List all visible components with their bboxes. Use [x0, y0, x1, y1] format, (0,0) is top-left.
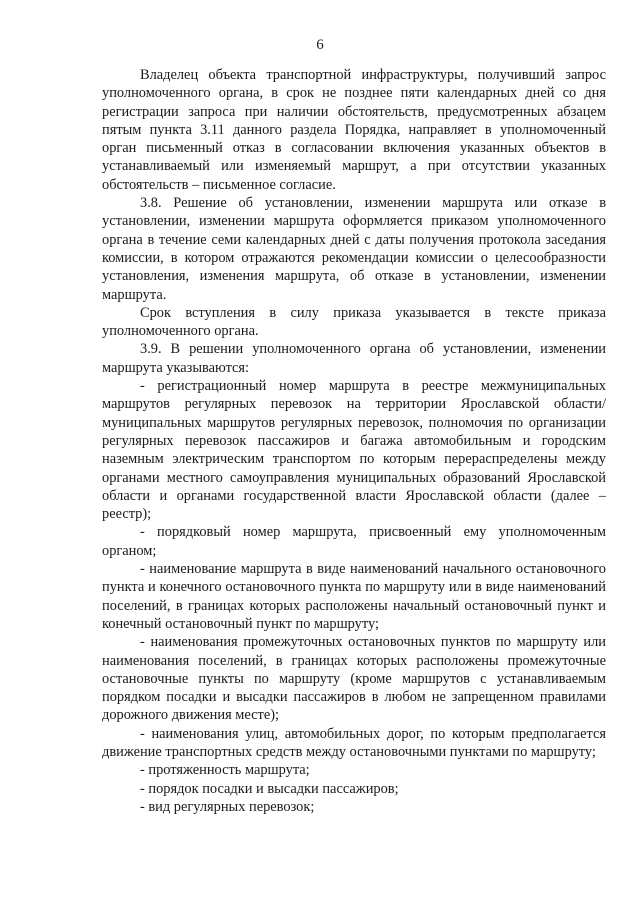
list-item-route-name: - наименование маршрута в виде наименований начального остановочного пункта и конечного остановочного пункта по маршруту или в виде наименований поселений, в границах которых расположены начальный остановочный пункт и конечный остановочный пункт по маршруту; — [102, 561, 606, 632]
list-item-boarding-order: - порядок посадки и высадки пассажиров; — [140, 780, 399, 797]
paragraph-3-8-decision: 3.8. Решение об установлении, изменении маршрута или отказе в установлении, изменении маршрута оформляется приказом уполномоченного органа в течение семи календарных дней с даты получения протокола заседания комиссии, в котором отражаются рекомендации комиссии о целесообразности установления, изменения маршрута, об отказе в установлении, изменении маршрута. — [102, 195, 606, 303]
paragraph-order-effective-date: Срок вступления в силу приказа указывается в тексте приказа уполномоченного органа. — [102, 304, 606, 340]
list-item-sequence-number: - порядковый номер маршрута, присвоенный ему уполномоченным органом; — [102, 524, 606, 559]
list-item-registration-number: - регистрационный номер маршрута в реестре межмуниципальных маршрутов регулярных перевозок на территории Ярославской области/ муниципальных маршрутов регулярных перевозок, полномочия по организации регулярных перевозок пассажиров и багажа автомобильным и городским наземным электрическим транспортом по которым перераспределены между органами местного самоуправления муниципальных образований Ярославской области и органами государственной власти Ярославской области (далее – реестр); — [102, 378, 606, 523]
page-number: 6 — [316, 37, 324, 53]
paragraph-owner-response: Владелец объекта транспортной инфраструктуры, получивший запрос уполномоченного органа, в срок не позднее пяти календарных дней со дня регистрации запроса при наличии обстоятельств, предусмотренных абзацем пятым пункта 3.11 данного раздела Порядка, направляет в уполномоченный орган письменный отказ в согласовании включения указанных объектов в устанавливаемый или изменяемый маршрут, а при отсутствии указанных обстоятельств – письменное согласие. — [102, 67, 606, 193]
list-item-route-length: - протяженность маршрута; — [140, 762, 310, 779]
list-item-intermediate-stops: - наименования промежуточных остановочных пунктов по маршруту или наименования поселений, в границах которых расположены промежуточные остановочные пункты по маршруту (кроме маршрутов с устанавливаемым порядком посадки и высадки пассажиров в любом не запрещенном правилами дорожного движения месте); — [102, 634, 606, 724]
list-item-streets-roads: - наименования улиц, автомобильных дорог, по которым предполагается движение транспортных средств между остановочными пунктами по маршруту; — [102, 725, 606, 760]
document-body — [102, 66, 606, 816]
paragraph-3-9-heading: 3.9. В решении уполномоченного органа об установлении, изменении маршрута указываются: — [102, 341, 606, 376]
list-item-transport-type: - вид регулярных перевозок; — [140, 798, 315, 815]
